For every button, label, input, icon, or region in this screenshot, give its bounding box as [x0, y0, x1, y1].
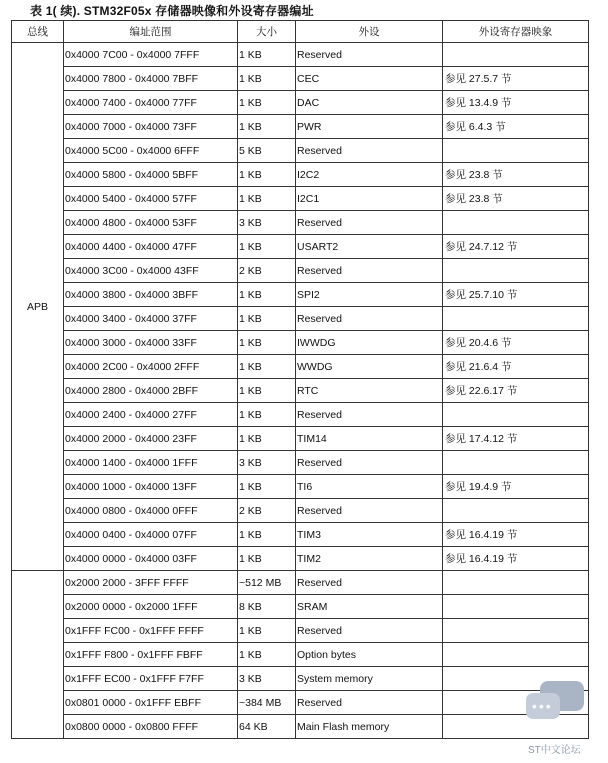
range-cell: 0x4000 3000 - 0x4000 33FF — [64, 331, 238, 355]
size-cell: 5 KB — [238, 139, 296, 163]
size-cell: 1 KB — [238, 91, 296, 115]
table-row — [12, 547, 589, 571]
register-map-cell: 参见 21.6.4 节 — [443, 355, 589, 379]
range-cell: 0x4000 0800 - 0x4000 0FFF — [64, 499, 238, 523]
register-map-cell — [443, 619, 589, 643]
table-row — [12, 259, 589, 283]
peripheral-cell: Reserved — [296, 43, 443, 67]
table-row — [12, 523, 589, 547]
register-map-cell: 参见 19.4.9 节 — [443, 475, 589, 499]
register-map-cell — [443, 139, 589, 163]
range-cell: 0x4000 5C00 - 0x4000 6FFF — [64, 139, 238, 163]
table-row — [12, 571, 589, 595]
range-cell: 0x2000 0000 - 0x2000 1FFF — [64, 595, 238, 619]
size-cell: 1 KB — [238, 163, 296, 187]
size-cell: 3 KB — [238, 451, 296, 475]
peripheral-cell: SPI2 — [296, 283, 443, 307]
table-row — [12, 403, 589, 427]
register-map-cell — [443, 451, 589, 475]
peripheral-cell: Reserved — [296, 499, 443, 523]
range-cell: 0x4000 7800 - 0x4000 7BFF — [64, 67, 238, 91]
range-cell: 0x2000 2000 - 3FFF FFFF — [64, 571, 238, 595]
range-cell: 0x4000 1000 - 0x4000 13FF — [64, 475, 238, 499]
table-row — [12, 355, 589, 379]
range-cell: 0x1FFF F800 - 0x1FFF FBFF — [64, 643, 238, 667]
range-cell: 0x4000 4800 - 0x4000 53FF — [64, 211, 238, 235]
register-map-cell: 参见 16.4.19 节 — [443, 523, 589, 547]
size-cell: 1 KB — [238, 523, 296, 547]
header-range: 编址范围 — [64, 21, 238, 43]
table-row — [12, 43, 589, 67]
table-row — [12, 91, 589, 115]
register-map-cell — [443, 643, 589, 667]
size-cell: 2 KB — [238, 259, 296, 283]
table-row — [12, 499, 589, 523]
peripheral-cell: Main Flash memory — [296, 715, 443, 739]
range-cell: 0x4000 7C00 - 0x4000 7FFF — [64, 43, 238, 67]
size-cell: 64 KB — [238, 715, 296, 739]
peripheral-cell: SRAM — [296, 595, 443, 619]
peripheral-cell: WWDG — [296, 355, 443, 379]
size-cell: 1 KB — [238, 547, 296, 571]
peripheral-cell: System memory — [296, 667, 443, 691]
table-row — [12, 331, 589, 355]
watermark-text: ST中文论坛 — [528, 745, 581, 756]
size-cell: 1 KB — [238, 355, 296, 379]
table-row — [12, 163, 589, 187]
register-map-cell: 参见 20.4.6 节 — [443, 331, 589, 355]
register-map-cell: 参见 17.4.12 节 — [443, 427, 589, 451]
register-map-cell — [443, 211, 589, 235]
range-cell: 0x4000 5800 - 0x4000 5BFF — [64, 163, 238, 187]
register-map-cell: 参见 24.7.12 节 — [443, 235, 589, 259]
range-cell: 0x4000 3800 - 0x4000 3BFF — [64, 283, 238, 307]
size-cell: 1 KB — [238, 43, 296, 67]
header-register-map: 外设寄存器映象 — [443, 21, 589, 43]
table-row — [12, 211, 589, 235]
peripheral-cell: Option bytes — [296, 643, 443, 667]
peripheral-cell: Reserved — [296, 307, 443, 331]
register-map-cell — [443, 403, 589, 427]
peripheral-cell: Reserved — [296, 259, 443, 283]
register-map-cell — [443, 259, 589, 283]
size-cell: 1 KB — [238, 331, 296, 355]
size-cell: 8 KB — [238, 595, 296, 619]
size-cell: 1 KB — [238, 235, 296, 259]
table-row — [12, 475, 589, 499]
range-cell: 0x4000 3400 - 0x4000 37FF — [64, 307, 238, 331]
peripheral-cell: DAC — [296, 91, 443, 115]
table-row — [12, 115, 589, 139]
range-cell: 0x4000 7400 - 0x4000 77FF — [64, 91, 238, 115]
peripheral-cell: I2C2 — [296, 163, 443, 187]
size-cell: 2 KB — [238, 499, 296, 523]
peripheral-cell: I2C1 — [296, 187, 443, 211]
header-size: 大小 — [238, 21, 296, 43]
size-cell: 1 KB — [238, 475, 296, 499]
size-cell: 1 KB — [238, 115, 296, 139]
table-caption: 表 1( 续). STM32F05x 存储器映像和外设寄存器编址 — [30, 4, 314, 18]
memory-map-table — [11, 20, 589, 739]
table-row — [12, 307, 589, 331]
size-cell: 1 KB — [238, 403, 296, 427]
range-cell: 0x4000 0400 - 0x4000 07FF — [64, 523, 238, 547]
chat-dots-icon: ••• — [532, 698, 553, 714]
table-row — [12, 283, 589, 307]
range-cell: 0x4000 2C00 - 0x4000 2FFF — [64, 355, 238, 379]
range-cell: 0x4000 2400 - 0x4000 27FF — [64, 403, 238, 427]
table-row — [12, 67, 589, 91]
header-bus: 总线 — [12, 21, 64, 43]
table-row — [12, 451, 589, 475]
header-peripheral: 外设 — [296, 21, 443, 43]
bus-apb-cell: APB — [12, 43, 64, 571]
table-row — [12, 691, 589, 715]
register-map-cell — [443, 307, 589, 331]
size-cell: ~512 MB — [238, 571, 296, 595]
range-cell: 0x4000 0000 - 0x4000 03FF — [64, 547, 238, 571]
size-cell: 1 KB — [238, 67, 296, 91]
range-cell: 0x4000 3C00 - 0x4000 43FF — [64, 259, 238, 283]
peripheral-cell: IWWDG — [296, 331, 443, 355]
peripheral-cell: TIM2 — [296, 547, 443, 571]
register-map-cell: 参见 25.7.10 节 — [443, 283, 589, 307]
table-row — [12, 595, 589, 619]
register-map-cell: 参见 27.5.7 节 — [443, 67, 589, 91]
range-cell: 0x4000 2800 - 0x4000 2BFF — [64, 379, 238, 403]
register-map-cell: 参见 23.8 节 — [443, 163, 589, 187]
peripheral-cell: Reserved — [296, 691, 443, 715]
peripheral-cell: RTC — [296, 379, 443, 403]
size-cell: ~384 MB — [238, 691, 296, 715]
range-cell: 0x4000 4400 - 0x4000 47FF — [64, 235, 238, 259]
peripheral-cell: Reserved — [296, 139, 443, 163]
peripheral-cell: Reserved — [296, 571, 443, 595]
register-map-cell: 参见 23.8 节 — [443, 187, 589, 211]
table-row — [12, 187, 589, 211]
size-cell: 1 KB — [238, 307, 296, 331]
peripheral-cell: Reserved — [296, 451, 443, 475]
register-map-cell — [443, 43, 589, 67]
size-cell: 3 KB — [238, 211, 296, 235]
size-cell: 1 KB — [238, 283, 296, 307]
register-map-cell — [443, 571, 589, 595]
bus-empty-cell — [12, 571, 64, 739]
table-row — [12, 643, 589, 667]
range-cell: 0x4000 1400 - 0x4000 1FFF — [64, 451, 238, 475]
peripheral-cell: Reserved — [296, 619, 443, 643]
table-row — [12, 379, 589, 403]
range-cell: 0x1FFF EC00 - 0x1FFF F7FF — [64, 667, 238, 691]
size-cell: 3 KB — [238, 667, 296, 691]
register-map-cell — [443, 595, 589, 619]
peripheral-cell: PWR — [296, 115, 443, 139]
register-map-cell: 参见 16.4.19 节 — [443, 547, 589, 571]
range-cell: 0x0801 0000 - 0x1FFF EBFF — [64, 691, 238, 715]
table-row — [12, 427, 589, 451]
table-row — [12, 667, 589, 691]
peripheral-cell: TI6 — [296, 475, 443, 499]
peripheral-cell: Reserved — [296, 403, 443, 427]
peripheral-cell: CEC — [296, 67, 443, 91]
range-cell: 0x4000 2000 - 0x4000 23FF — [64, 427, 238, 451]
size-cell: 1 KB — [238, 619, 296, 643]
table-header-row — [12, 21, 589, 43]
peripheral-cell: Reserved — [296, 211, 443, 235]
range-cell: 0x0800 0000 - 0x0800 FFFF — [64, 715, 238, 739]
table-row — [12, 235, 589, 259]
register-map-cell: 参见 6.4.3 节 — [443, 115, 589, 139]
table-row — [12, 715, 589, 739]
range-cell: 0x4000 7000 - 0x4000 73FF — [64, 115, 238, 139]
range-cell: 0x1FFF FC00 - 0x1FFF FFFF — [64, 619, 238, 643]
size-cell: 1 KB — [238, 643, 296, 667]
table-row — [12, 619, 589, 643]
peripheral-cell: TIM14 — [296, 427, 443, 451]
register-map-cell: 参见 13.4.9 节 — [443, 91, 589, 115]
register-map-cell — [443, 499, 589, 523]
peripheral-cell: USART2 — [296, 235, 443, 259]
size-cell: 1 KB — [238, 427, 296, 451]
size-cell: 1 KB — [238, 379, 296, 403]
range-cell: 0x4000 5400 - 0x4000 57FF — [64, 187, 238, 211]
size-cell: 1 KB — [238, 187, 296, 211]
table-row — [12, 139, 589, 163]
peripheral-cell: TIM3 — [296, 523, 443, 547]
forum-watermark — [526, 679, 600, 759]
register-map-cell: 参见 22.6.17 节 — [443, 379, 589, 403]
